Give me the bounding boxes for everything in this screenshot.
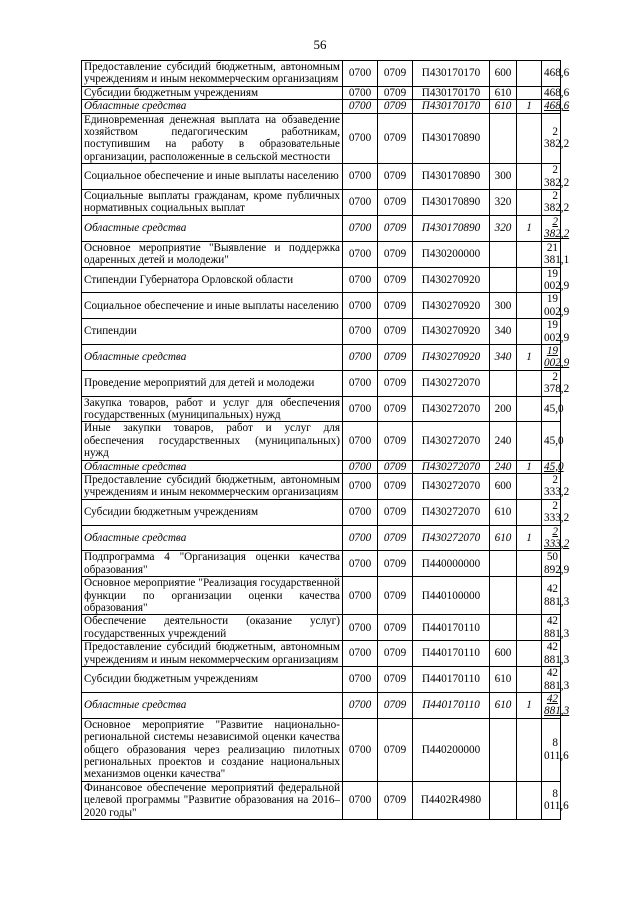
row-name-cell: Проведение мероприятий для детей и молодежи — [82, 370, 343, 396]
row-subsection-cell: 0709 — [378, 215, 413, 241]
row-name-cell: Социальное обеспечение и иные выплаты населению — [82, 293, 343, 319]
table-row — [82, 100, 561, 113]
row-subsection-cell: 0709 — [378, 370, 413, 396]
row-name-cell: Основное мероприятие "Развитие национально-региональной системы независимой оценки качества общего образования через реализацию пилотных региональных проектов и создание национальных механизмов оценки качества" — [82, 718, 343, 781]
row-name-cell: Областные средства — [82, 344, 343, 370]
row-target-article-cell: П430170170 — [413, 100, 490, 113]
row-section-cell: 0700 — [343, 781, 378, 819]
row-section-cell: 0700 — [343, 164, 378, 190]
row-amount-cell: 2 382,2 — [542, 190, 561, 216]
row-expense-type-cell — [490, 615, 517, 641]
row-section-cell: 0700 — [343, 215, 378, 241]
row-name-cell: Стипендии Губернатора Орловской области — [82, 267, 343, 293]
row-section-cell: 0700 — [343, 422, 378, 460]
row-source-cell: 1 — [517, 344, 542, 370]
row-expense-type-cell: 600 — [490, 474, 517, 500]
row-name-cell: Закупка товаров, работ и услуг для обеспечения государственных (муниципальных) нужд — [82, 396, 343, 422]
row-subsection-cell: 0709 — [378, 499, 413, 525]
row-subsection-cell: 0709 — [378, 319, 413, 345]
row-name-cell: Социальные выплаты гражданам, кроме публичных нормативных социальных выплат — [82, 190, 343, 216]
row-target-article-cell: П440170110 — [413, 615, 490, 641]
row-section-cell: 0700 — [343, 319, 378, 345]
row-amount-cell: 21 381,1 — [542, 241, 561, 267]
row-amount-cell: 2 333,2 — [542, 525, 561, 551]
row-expense-type-cell: 610 — [490, 86, 517, 99]
row-amount-cell: 50 892,9 — [542, 551, 561, 577]
row-name-cell: Областные средства — [82, 215, 343, 241]
row-expense-type-cell — [490, 781, 517, 819]
row-section-cell: 0700 — [343, 474, 378, 500]
row-subsection-cell: 0709 — [378, 474, 413, 500]
row-subsection-cell: 0709 — [378, 577, 413, 615]
table-row — [82, 525, 561, 551]
row-amount-cell: 42 881,3 — [542, 667, 561, 693]
row-source-cell: 1 — [517, 525, 542, 551]
row-target-article-cell: П4402R4980 — [413, 781, 490, 819]
row-source-cell: 1 — [517, 460, 542, 473]
row-expense-type-cell: 610 — [490, 499, 517, 525]
row-section-cell: 0700 — [343, 718, 378, 781]
row-target-article-cell: П430272070 — [413, 460, 490, 473]
row-section-cell: 0700 — [343, 396, 378, 422]
table-row — [82, 190, 561, 216]
row-target-article-cell: П440100000 — [413, 577, 490, 615]
row-expense-type-cell: 610 — [490, 667, 517, 693]
row-subsection-cell: 0709 — [378, 551, 413, 577]
row-amount-cell: 42 881,3 — [542, 641, 561, 667]
row-target-article-cell: П430200000 — [413, 241, 490, 267]
row-amount-cell: 8 011,6 — [542, 718, 561, 781]
row-expense-type-cell: 240 — [490, 422, 517, 460]
row-expense-type-cell: 200 — [490, 396, 517, 422]
row-amount-cell: 19 002,9 — [542, 293, 561, 319]
row-source-cell — [517, 667, 542, 693]
row-name-cell: Областные средства — [82, 460, 343, 473]
row-amount-cell: 2 378,2 — [542, 370, 561, 396]
row-amount-cell: 2 333,2 — [542, 474, 561, 500]
row-source-cell — [517, 422, 542, 460]
row-amount-cell: 19 002,9 — [542, 344, 561, 370]
row-expense-type-cell: 240 — [490, 460, 517, 473]
table-row — [82, 164, 561, 190]
row-source-cell — [517, 641, 542, 667]
row-amount-cell: 8 011,6 — [542, 781, 561, 819]
row-amount-cell: 19 002,9 — [542, 319, 561, 345]
row-section-cell: 0700 — [343, 551, 378, 577]
row-target-article-cell: П440170110 — [413, 692, 490, 718]
row-target-article-cell: П430270920 — [413, 293, 490, 319]
row-name-cell: Финансовое обеспечение мероприятий федеральной целевой программы "Развитие образования на 2016–2020 годы" — [82, 781, 343, 819]
row-expense-type-cell: 300 — [490, 164, 517, 190]
row-source-cell: 1 — [517, 692, 542, 718]
row-section-cell: 0700 — [343, 344, 378, 370]
table-row — [82, 718, 561, 781]
row-section-cell: 0700 — [343, 577, 378, 615]
row-source-cell — [517, 86, 542, 99]
row-name-cell: Предоставление субсидий бюджетным, автономным учреждениям и иным некоммерческим организациям — [82, 641, 343, 667]
row-target-article-cell: П440170110 — [413, 641, 490, 667]
row-subsection-cell: 0709 — [378, 113, 413, 164]
row-expense-type-cell — [490, 551, 517, 577]
table-row — [82, 692, 561, 718]
table-row — [82, 667, 561, 693]
row-source-cell: 1 — [517, 100, 542, 113]
row-subsection-cell: 0709 — [378, 86, 413, 99]
row-target-article-cell: П440000000 — [413, 551, 490, 577]
row-source-cell — [517, 474, 542, 500]
row-name-cell: Субсидии бюджетным учреждениям — [82, 499, 343, 525]
row-name-cell: Областные средства — [82, 525, 343, 551]
row-target-article-cell: П430170890 — [413, 113, 490, 164]
row-section-cell: 0700 — [343, 61, 378, 87]
row-target-article-cell: П430272070 — [413, 422, 490, 460]
table-row — [82, 577, 561, 615]
row-expense-type-cell: 600 — [490, 641, 517, 667]
row-subsection-cell: 0709 — [378, 190, 413, 216]
row-target-article-cell: П430272070 — [413, 525, 490, 551]
row-target-article-cell: П430272070 — [413, 474, 490, 500]
page-number: 56 — [313, 37, 327, 52]
row-section-cell: 0700 — [343, 267, 378, 293]
table-row — [82, 267, 561, 293]
row-amount-cell: 45,0 — [542, 422, 561, 460]
table-row — [82, 422, 561, 460]
row-subsection-cell: 0709 — [378, 344, 413, 370]
table-row — [82, 551, 561, 577]
row-subsection-cell: 0709 — [378, 164, 413, 190]
row-name-cell: Обеспечение деятельности (оказание услуг) государственных учреждений — [82, 615, 343, 641]
row-target-article-cell: П430170890 — [413, 190, 490, 216]
table-row — [82, 474, 561, 500]
row-section-cell: 0700 — [343, 615, 378, 641]
row-expense-type-cell: 340 — [490, 319, 517, 345]
row-expense-type-cell: 600 — [490, 61, 517, 87]
row-name-cell: Основное мероприятие "Реализация государственной функции по организации оценки качества образования" — [82, 577, 343, 615]
row-amount-cell: 2 333,2 — [542, 499, 561, 525]
row-expense-type-cell — [490, 241, 517, 267]
row-section-cell: 0700 — [343, 113, 378, 164]
table-row — [82, 344, 561, 370]
table-row — [82, 241, 561, 267]
row-section-cell: 0700 — [343, 641, 378, 667]
row-source-cell — [517, 370, 542, 396]
row-target-article-cell: П430272070 — [413, 370, 490, 396]
table-row — [82, 370, 561, 396]
row-name-cell: Стипендии — [82, 319, 343, 345]
table-row — [82, 215, 561, 241]
row-source-cell — [517, 781, 542, 819]
table-row — [82, 293, 561, 319]
row-source-cell — [517, 164, 542, 190]
row-source-cell — [517, 319, 542, 345]
row-amount-cell: 468,6 — [542, 100, 561, 113]
row-amount-cell: 42 881,3 — [542, 692, 561, 718]
row-expense-type-cell: 610 — [490, 100, 517, 113]
row-subsection-cell: 0709 — [378, 396, 413, 422]
row-subsection-cell: 0709 — [378, 460, 413, 473]
row-expense-type-cell — [490, 718, 517, 781]
row-source-cell — [517, 615, 542, 641]
row-expense-type-cell — [490, 370, 517, 396]
row-subsection-cell: 0709 — [378, 241, 413, 267]
row-source-cell — [517, 551, 542, 577]
row-name-cell: Областные средства — [82, 100, 343, 113]
row-expense-type-cell — [490, 577, 517, 615]
row-name-cell: Предоставление субсидий бюджетным, автономным учреждениям и иным некоммерческим организациям — [82, 61, 343, 87]
row-amount-cell: 2 382,2 — [542, 113, 561, 164]
table-row — [82, 641, 561, 667]
row-subsection-cell: 0709 — [378, 781, 413, 819]
row-subsection-cell: 0709 — [378, 615, 413, 641]
row-source-cell — [517, 61, 542, 87]
row-name-cell: Социальное обеспечение и иные выплаты населению — [82, 164, 343, 190]
row-amount-cell: 468,6 — [542, 86, 561, 99]
row-target-article-cell: П440200000 — [413, 718, 490, 781]
row-target-article-cell: П430270920 — [413, 344, 490, 370]
row-amount-cell: 19 002,9 — [542, 267, 561, 293]
row-target-article-cell: П430272070 — [413, 499, 490, 525]
row-subsection-cell: 0709 — [378, 100, 413, 113]
row-name-cell: Областные средства — [82, 692, 343, 718]
row-target-article-cell: П430272070 — [413, 396, 490, 422]
table-row — [82, 781, 561, 819]
row-expense-type-cell: 320 — [490, 215, 517, 241]
row-source-cell — [517, 113, 542, 164]
row-name-cell: Предоставление субсидий бюджетным, автономным учреждениям и иным некоммерческим организациям — [82, 474, 343, 500]
row-expense-type-cell: 300 — [490, 293, 517, 319]
table-row — [82, 113, 561, 164]
row-expense-type-cell: 340 — [490, 344, 517, 370]
row-section-cell: 0700 — [343, 499, 378, 525]
row-subsection-cell: 0709 — [378, 61, 413, 87]
table-row — [82, 319, 561, 345]
table-row — [82, 499, 561, 525]
row-target-article-cell: П430170170 — [413, 61, 490, 87]
row-amount-cell: 45,0 — [542, 460, 561, 473]
row-amount-cell: 42 881,3 — [542, 577, 561, 615]
table-row — [82, 86, 561, 99]
row-name-cell: Иные закупки товаров, работ и услуг для обеспечения государственных (муниципальных) нужд — [82, 422, 343, 460]
row-source-cell — [517, 190, 542, 216]
table-row — [82, 460, 561, 473]
row-subsection-cell: 0709 — [378, 267, 413, 293]
row-subsection-cell: 0709 — [378, 525, 413, 551]
row-source-cell — [517, 267, 542, 293]
row-expense-type-cell: 610 — [490, 692, 517, 718]
row-subsection-cell: 0709 — [378, 422, 413, 460]
row-source-cell — [517, 718, 542, 781]
table-row — [82, 615, 561, 641]
row-section-cell: 0700 — [343, 692, 378, 718]
table-row — [82, 396, 561, 422]
row-subsection-cell: 0709 — [378, 293, 413, 319]
row-source-cell — [517, 293, 542, 319]
row-source-cell — [517, 499, 542, 525]
row-target-article-cell: П430170890 — [413, 215, 490, 241]
row-section-cell: 0700 — [343, 667, 378, 693]
row-name-cell: Субсидии бюджетным учреждениям — [82, 667, 343, 693]
row-name-cell: Подпрограмма 4 "Организация оценки качества образования" — [82, 551, 343, 577]
row-section-cell: 0700 — [343, 86, 378, 99]
row-name-cell: Единовременная денежная выплата на обзаведение хозяйством педагогическим работникам, поступившим на работу в образовательные организации, расположенные в сельской местности — [82, 113, 343, 164]
row-subsection-cell: 0709 — [378, 692, 413, 718]
row-target-article-cell: П430170890 — [413, 164, 490, 190]
row-expense-type-cell: 320 — [490, 190, 517, 216]
row-name-cell: Субсидии бюджетным учреждениям — [82, 86, 343, 99]
row-target-article-cell: П430270920 — [413, 319, 490, 345]
row-section-cell: 0700 — [343, 370, 378, 396]
row-expense-type-cell — [490, 113, 517, 164]
budget-table — [81, 60, 570, 820]
table-row — [82, 61, 561, 87]
row-target-article-cell: П440170110 — [413, 667, 490, 693]
row-target-article-cell: П430270920 — [413, 267, 490, 293]
row-target-article-cell: П430170170 — [413, 86, 490, 99]
row-source-cell — [517, 241, 542, 267]
row-subsection-cell: 0709 — [378, 718, 413, 781]
row-subsection-cell: 0709 — [378, 667, 413, 693]
row-amount-cell: 45,0 — [542, 396, 561, 422]
row-section-cell: 0700 — [343, 190, 378, 216]
row-amount-cell: 2 382,2 — [542, 215, 561, 241]
row-section-cell: 0700 — [343, 293, 378, 319]
row-expense-type-cell: 610 — [490, 525, 517, 551]
row-source-cell: 1 — [517, 215, 542, 241]
row-subsection-cell: 0709 — [378, 641, 413, 667]
row-amount-cell: 468,6 — [542, 61, 561, 87]
row-section-cell: 0700 — [343, 460, 378, 473]
row-amount-cell: 42 881,3 — [542, 615, 561, 641]
budget-table-body — [82, 61, 570, 820]
row-source-cell — [517, 577, 542, 615]
row-section-cell: 0700 — [343, 100, 378, 113]
row-expense-type-cell — [490, 267, 517, 293]
row-source-cell — [517, 396, 542, 422]
row-name-cell: Основное мероприятие "Выявление и поддержка одаренных детей и молодежи" — [82, 241, 343, 267]
row-amount-cell: 2 382,2 — [542, 164, 561, 190]
row-section-cell: 0700 — [343, 525, 378, 551]
row-section-cell: 0700 — [343, 241, 378, 267]
